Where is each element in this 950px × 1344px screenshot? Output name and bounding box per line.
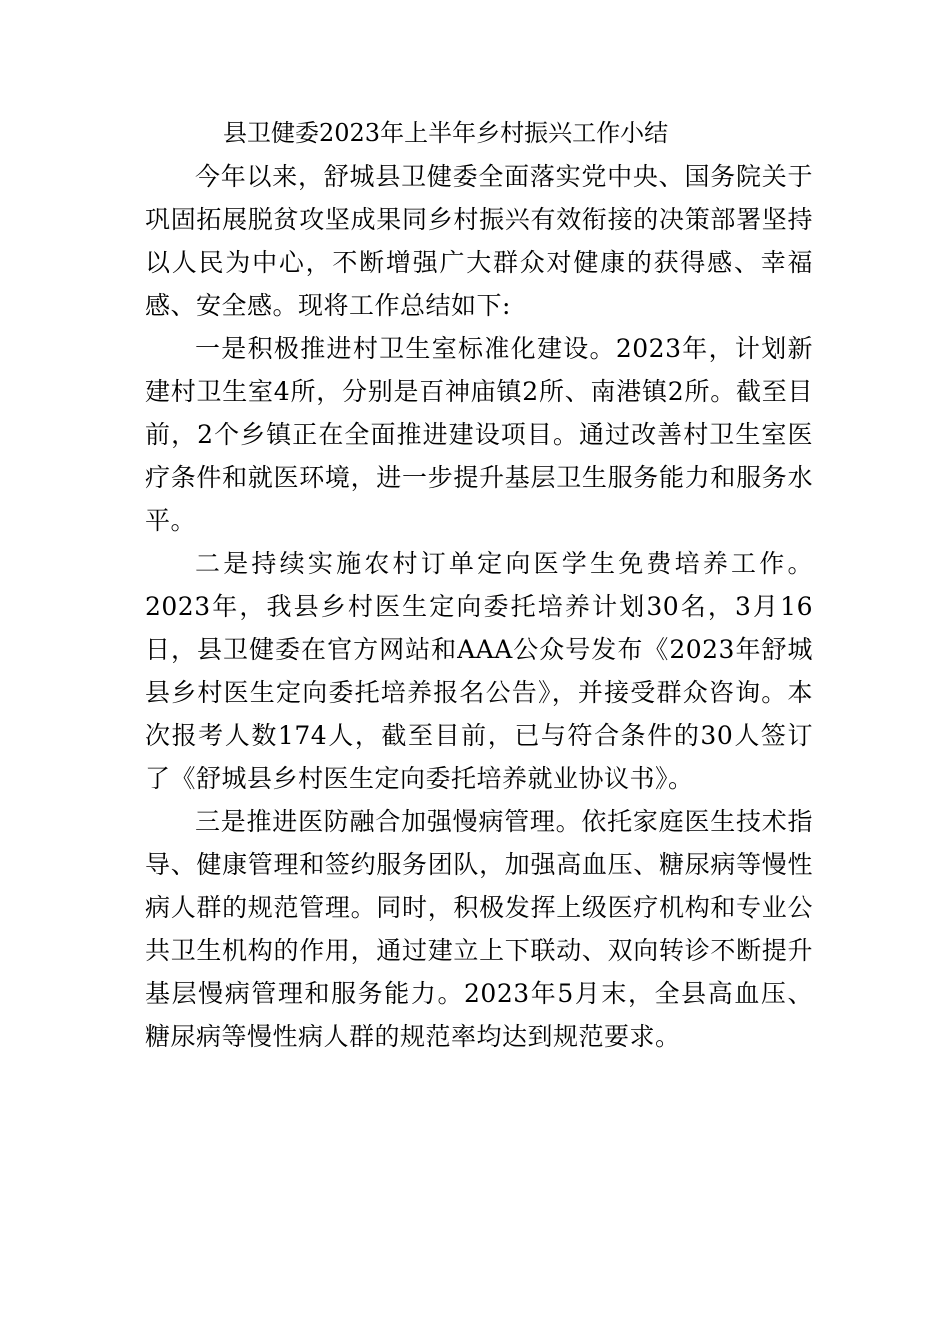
paragraph-medical-student-training: 二是持续实施农村订单定向医学生免费培养工作。2023年，我县乡村医生定向委托培养计划30名，3月16日，县卫健委在官方网站和AAA公众号发布《2023年舒城县乡村医生定向委托培养报名公告》，并接受群众咨询。本次报考人数174人，截至目前，已与符合条件的30人签订了《舒城县乡村医生定向委托培养就业协议书》。 (145, 549, 813, 793)
paragraph-chronic-disease-management: 三是推进医防融合加强慢病管理。依托家庭医生技术指导、健康管理和签约服务团队，加强高血压、糖尿病等慢性病人群的规范管理。同时，积极发挥上级医疗机构和专业公共卫生机构的作用，通过建立上下联动、双向转诊不断提升基层慢病管理和服务能力。2023年5月末，全县高血压、糖尿病等慢性病人群的规范率均达到规范要求。 (145, 807, 813, 1051)
document-title: 县卫健委2023年上半年乡村振兴工作小结 (223, 119, 669, 147)
paragraph-intro: 今年以来，舒城县卫健委全面落实党中央、国务院关于巩固拓展脱贫攻坚成果同乡村振兴有效衔接的决策部署坚持以人民为中心，不断增强广大群众对健康的获得感、幸福感、安全感。现将工作总结如下: (145, 162, 813, 320)
paragraph-clinic-construction: 一是积极推进村卫生室标准化建设。2023年，计划新建村卫生室4所，分别是百神庙镇2所、南港镇2所。截至目前，2个乡镇正在全面推进建设项目。通过改善村卫生室医疗条件和就医环境，进一步提升基层卫生服务能力和服务水平。 (145, 334, 813, 535)
document-body (145, 112, 813, 1058)
